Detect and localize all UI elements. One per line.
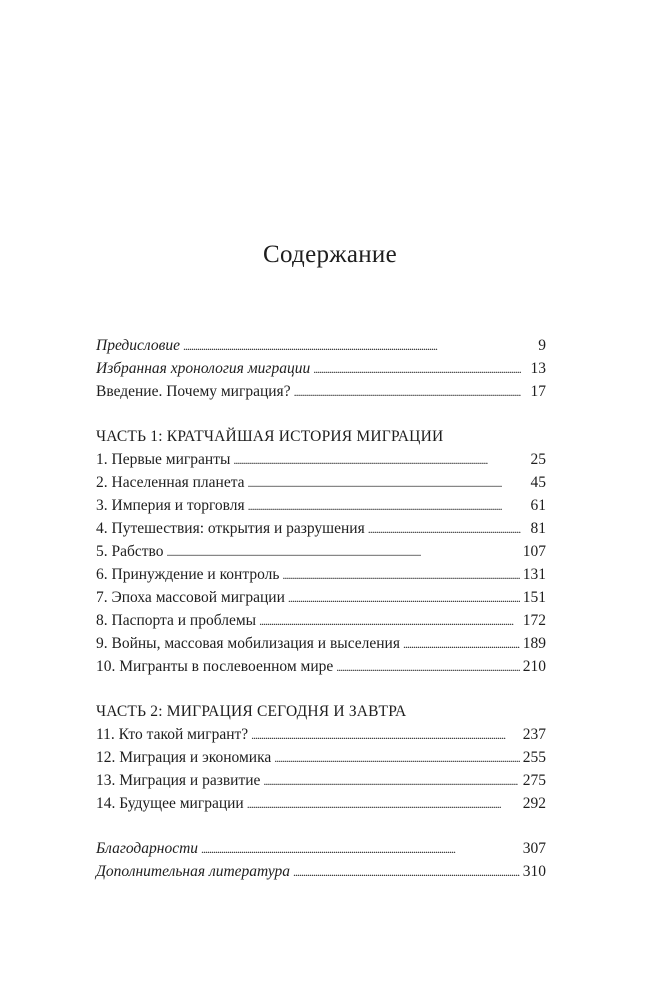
page-title: Содержание (263, 241, 397, 268)
toc-section (96, 701, 546, 816)
toc-entry-title: 2. Населенная планета (96, 474, 245, 491)
toc-entry[interactable] (96, 358, 546, 381)
toc-section (96, 426, 546, 679)
dot-leader (263, 770, 519, 792)
toc-entry-title: 5. Рабство (96, 543, 164, 560)
toc-entry-title: 13. Миграция и развитие (96, 772, 261, 789)
toc-entry-title: Предисловие (96, 337, 180, 354)
toc-entry[interactable] (96, 610, 546, 633)
toc-entry-page-number: 9 (538, 337, 546, 354)
dot-leader (282, 564, 519, 586)
toc-section (96, 838, 546, 884)
toc-entry[interactable] (96, 724, 546, 747)
toc-entry-title: Благодарности (96, 840, 199, 857)
toc-entry-page-number: 275 (522, 772, 546, 789)
toc-entry-page-number: 17 (530, 383, 546, 400)
toc-entry-title: Введение. Почему миграция? (96, 383, 291, 400)
dot-leader (403, 633, 520, 655)
dot-leader (259, 610, 520, 632)
toc-entry-page-number: 310 (522, 863, 546, 880)
toc-entry-title: Избранная хронология миграции (96, 360, 311, 377)
toc-entry-title: 8. Паспорта и проблемы (96, 612, 257, 629)
toc-entry[interactable] (96, 656, 546, 679)
toc-entry-title: 12. Миграция и экономика (96, 749, 272, 766)
toc-entry-page-number: 237 (522, 726, 546, 743)
toc-entry-page-number: 61 (530, 497, 546, 514)
toc-entry[interactable] (96, 793, 546, 816)
toc-entry-page-number: 292 (522, 795, 546, 812)
dot-leader (233, 449, 521, 471)
dot-leader (183, 335, 521, 357)
dot-leader (247, 793, 520, 815)
toc-entry-page-number: 210 (522, 658, 546, 675)
toc-entry-title: 3. Империя и торговля (96, 497, 245, 514)
dot-leader (201, 838, 520, 860)
dot-leader (313, 358, 521, 380)
toc-entry[interactable] (96, 587, 546, 610)
toc-entry-title: 14. Будущее миграции (96, 795, 244, 812)
toc-section (96, 335, 546, 404)
dot-leader (167, 541, 520, 563)
toc-entry[interactable] (96, 495, 546, 518)
toc-entry-page-number: 45 (530, 474, 546, 491)
toc-entry[interactable] (96, 518, 546, 541)
dot-leader (336, 656, 519, 678)
toc-entry-page-number: 25 (530, 451, 546, 468)
toc-entry-title: 1. Первые мигранты (96, 451, 231, 468)
toc-entry[interactable] (96, 770, 546, 793)
dot-leader (368, 518, 521, 540)
toc-entry[interactable] (96, 564, 546, 587)
toc-entry-page-number: 151 (522, 589, 546, 606)
toc-entry-page-number: 189 (522, 635, 546, 652)
part-heading: ЧАСТЬ 2: МИГРАЦИЯ СЕГОДНЯ И ЗАВТРА (96, 703, 407, 720)
table-of-contents (96, 335, 546, 884)
toc-entry[interactable] (96, 838, 546, 861)
toc-entry[interactable] (96, 633, 546, 656)
dot-leader (294, 381, 521, 403)
toc-entry[interactable] (96, 541, 546, 564)
toc-entry[interactable] (96, 381, 546, 404)
dot-leader (248, 472, 521, 494)
toc-entry-page-number: 13 (530, 360, 546, 377)
toc-entry-page-number: 172 (522, 612, 546, 629)
toc-entry[interactable] (96, 747, 546, 770)
dot-leader (248, 495, 521, 517)
toc-entry-page-number: 307 (522, 840, 546, 857)
toc-entry[interactable] (96, 335, 546, 358)
part-heading: ЧАСТЬ 1: КРАТЧАЙШАЯ ИСТОРИЯ МИГРАЦИИ (96, 428, 444, 445)
dot-leader (251, 724, 520, 746)
toc-entry-title: 11. Кто такой мигрант? (96, 726, 249, 743)
toc-entry[interactable] (96, 449, 546, 472)
toc-entry-title: 7. Эпоха массовой миграции (96, 589, 285, 606)
toc-entry-page-number: 131 (522, 566, 546, 583)
toc-entry-title: 4. Путешествия: открытия и разрушения (96, 520, 365, 537)
dot-leader (293, 861, 520, 883)
toc-entry-page-number: 107 (522, 543, 546, 560)
dot-leader (288, 587, 520, 609)
dot-leader (274, 747, 519, 769)
toc-entry[interactable] (96, 861, 546, 884)
toc-entry-page-number: 81 (530, 520, 546, 537)
toc-entry-title: 6. Принуждение и контроль (96, 566, 280, 583)
toc-entry-title: 9. Войны, массовая мобилизация и выселения (96, 635, 400, 652)
toc-entry-title: 10. Мигранты в послевоенном мире (96, 658, 334, 675)
toc-entry-page-number: 255 (522, 749, 546, 766)
toc-entry[interactable] (96, 472, 546, 495)
toc-entry-title: Дополнительная литература (96, 863, 291, 880)
